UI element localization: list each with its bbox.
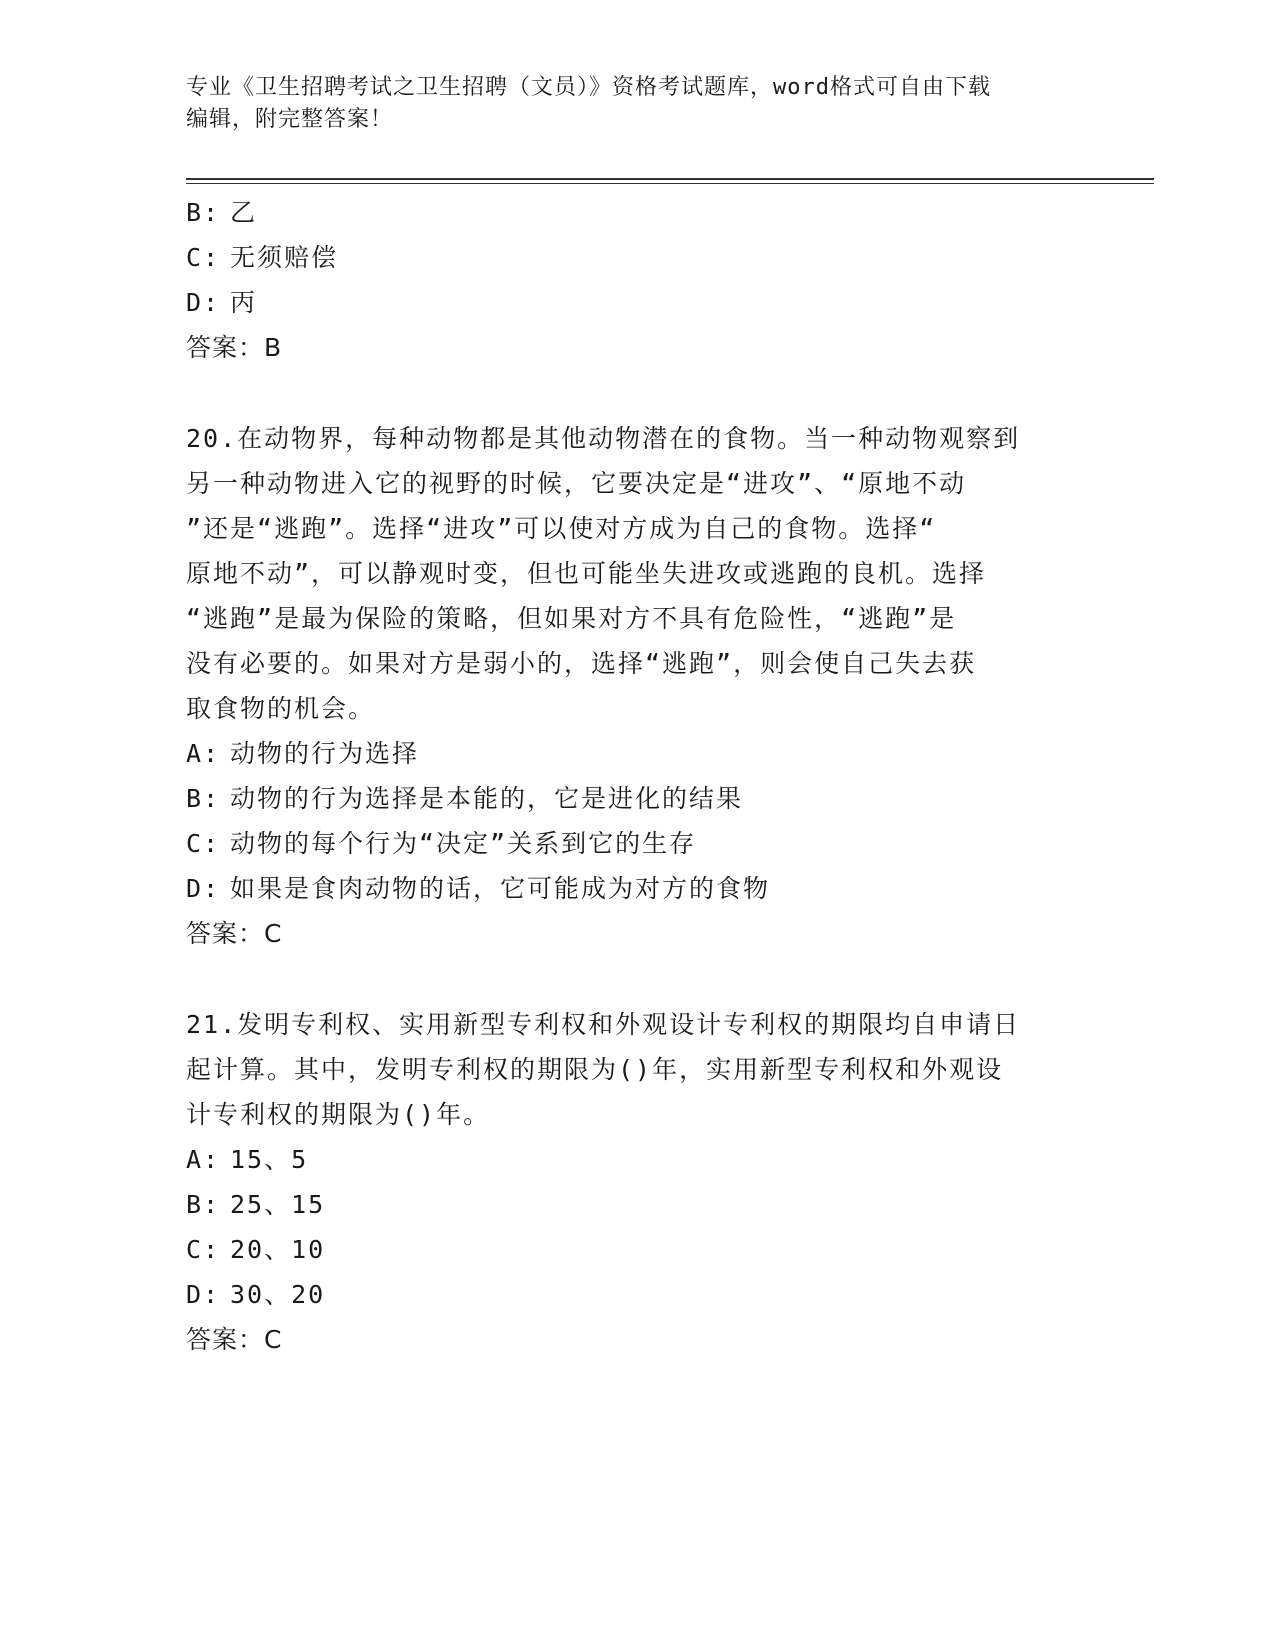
question-stem-line: 原地不动”，可以静观时变，但也可能坐失进攻或逃跑的良机。选择 — [186, 559, 987, 588]
spacer — [186, 370, 1086, 416]
option-text: 丙 — [230, 288, 258, 317]
answer-line: 答案：B — [186, 333, 283, 362]
answer-line: 答案：C — [186, 919, 283, 948]
header-line-2: 编辑，附完整答案！ — [186, 107, 394, 132]
option-d — [186, 866, 1086, 911]
option-letter: B: — [186, 198, 221, 227]
option-d — [186, 1272, 1086, 1317]
header-divider-thick — [186, 178, 1154, 180]
question-stem-line: ”还是“逃跑”。选择“进攻”可以使对方成为自己的食物。选择“ — [186, 514, 937, 543]
option-text: 20、10 — [230, 1235, 326, 1264]
option-text: 25、15 — [230, 1190, 326, 1219]
question-stem-line: 取食物的机会。 — [186, 694, 376, 723]
option-text: 无须赔偿 — [230, 243, 339, 272]
option-letter: D: — [186, 874, 221, 903]
option-letter: B: — [186, 1190, 221, 1219]
header-line-1: 专业《卫生招聘考试之卫生招聘（文员）》资格考试题库，word格式可自由下载 — [186, 75, 991, 100]
option-text: 乙 — [230, 198, 258, 227]
option-text: 30、20 — [230, 1280, 326, 1309]
option-d — [186, 280, 1086, 325]
option-letter: C: — [186, 243, 221, 272]
option-text: 动物的每个行为“决定”关系到它的生存 — [230, 829, 697, 858]
option-b — [186, 776, 1086, 821]
option-a — [186, 731, 1086, 776]
question-20 — [186, 416, 1086, 956]
option-c — [186, 821, 1086, 866]
question-stem-line: 20.在动物界，每种动物都是其他动物潜在的食物。当一种动物观察到 — [186, 424, 1021, 453]
spacer — [186, 956, 1086, 1002]
option-letter: A: — [186, 739, 221, 768]
question-stem-line: 起计算。其中，发明专利权的期限为()年，实用新型专利权和外观设 — [186, 1055, 1004, 1084]
question-19-tail — [186, 190, 1086, 370]
option-letter: D: — [186, 288, 221, 317]
option-b — [186, 1182, 1086, 1227]
option-text: 动物的行为选择是本能的，它是进化的结果 — [230, 784, 744, 813]
option-text: 如果是食肉动物的话，它可能成为对方的食物 — [230, 874, 771, 903]
question-stem-line: “逃跑”是最为保险的策略，但如果对方不具有危险性，“逃跑”是 — [186, 604, 957, 633]
question-stem-line: 21.发明专利权、实用新型专利权和外观设计专利权的期限均自申请日 — [186, 1010, 1021, 1039]
option-text: 15、5 — [230, 1145, 309, 1174]
option-c — [186, 235, 1086, 280]
question-stem-line: 计专利权的期限为()年。 — [186, 1100, 491, 1129]
option-b — [186, 190, 1086, 235]
option-text: 动物的行为选择 — [230, 739, 420, 768]
header-divider-thin — [186, 183, 1154, 184]
option-letter: C: — [186, 829, 221, 858]
question-21 — [186, 1002, 1086, 1362]
option-letter: D: — [186, 1280, 221, 1309]
option-letter: A: — [186, 1145, 221, 1174]
answer-line: 答案：C — [186, 1325, 283, 1354]
document-header — [186, 72, 1086, 136]
option-letter: B: — [186, 784, 221, 813]
question-stem-line: 没有必要的。如果对方是弱小的，选择“逃跑”，则会使自己失去获 — [186, 649, 977, 678]
option-c — [186, 1227, 1086, 1272]
option-a — [186, 1137, 1086, 1182]
question-content — [186, 190, 1086, 1362]
option-letter: C: — [186, 1235, 221, 1264]
question-stem-line: 另一种动物进入它的视野的时候，它要决定是“进攻”、“原地不动 — [186, 469, 967, 498]
